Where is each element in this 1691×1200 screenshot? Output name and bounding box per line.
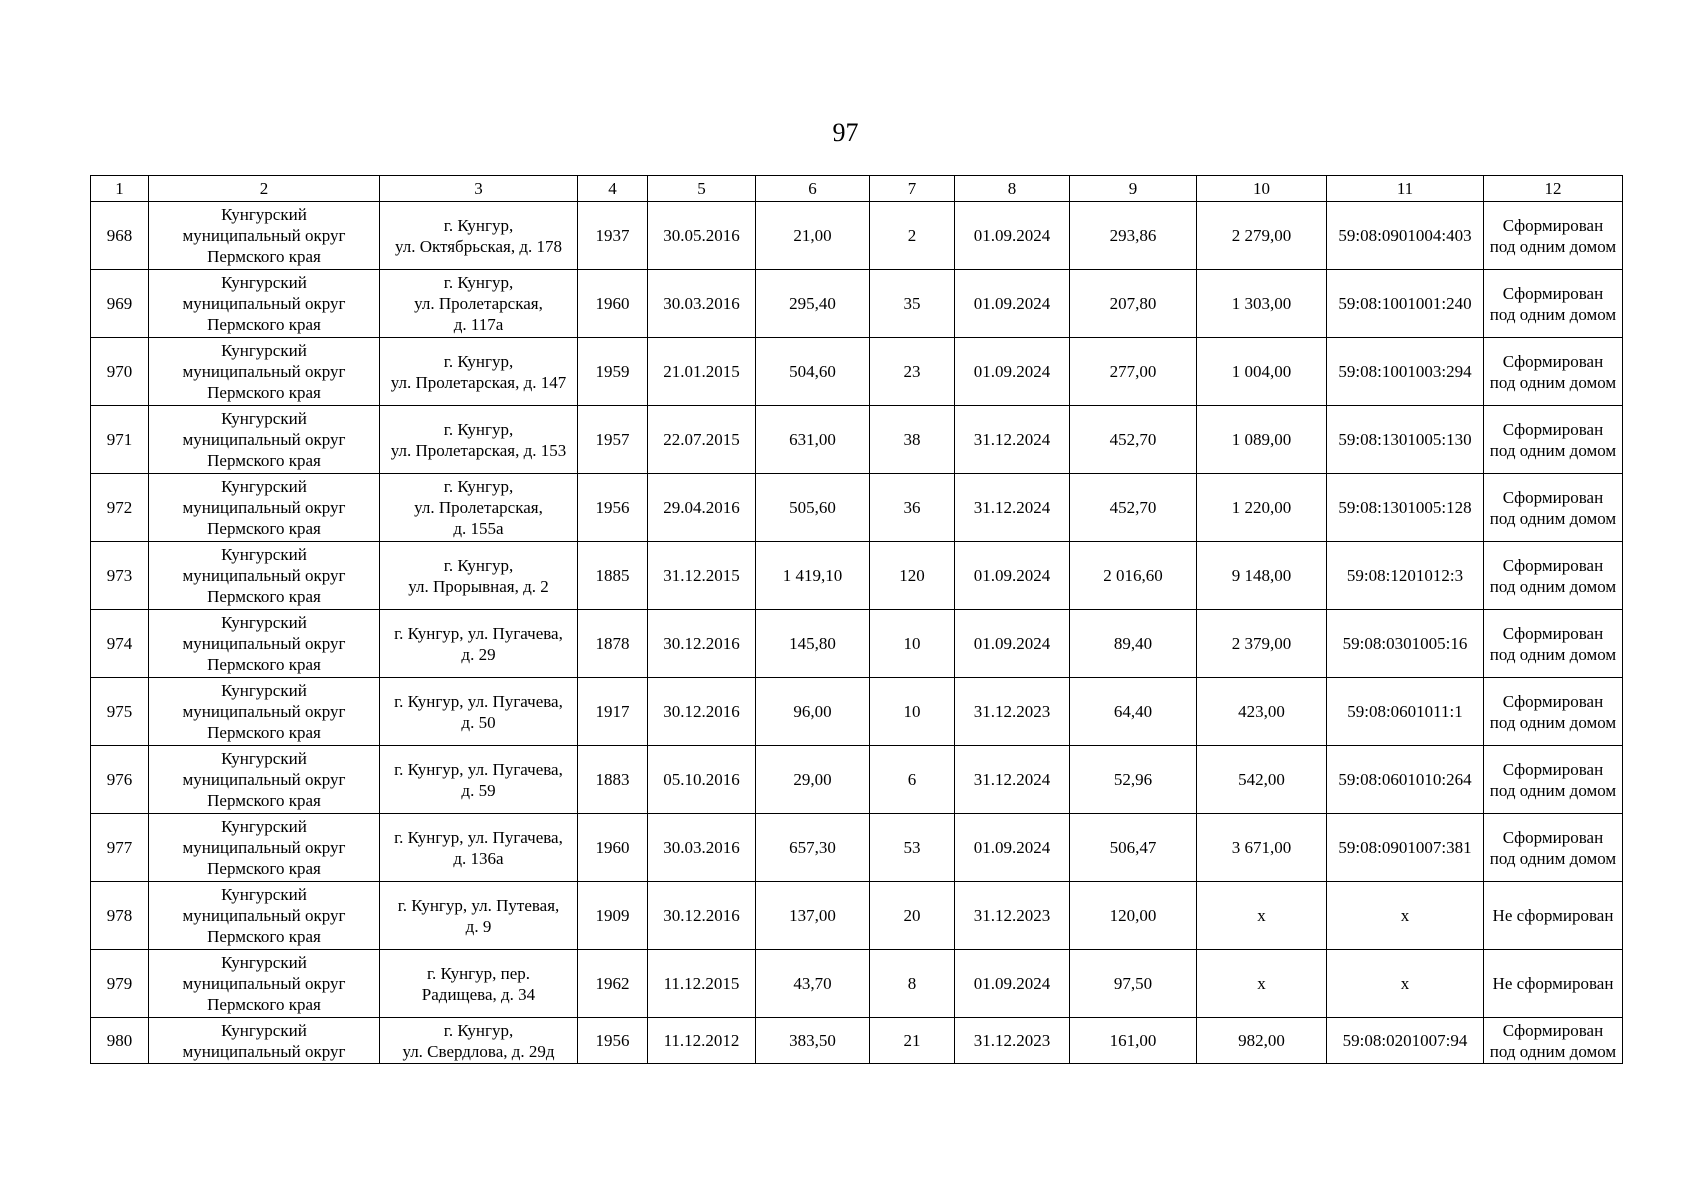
status-cell-line: Сформирован: [1502, 827, 1604, 847]
column-header: 7: [870, 176, 955, 202]
address-cell-line: г. Кунгур,: [443, 215, 514, 235]
row-number-cell: 975: [91, 678, 149, 746]
date-cell: 22.07.2015: [648, 406, 756, 474]
status-cell-line: под одним домом: [1489, 1041, 1617, 1061]
land-area-cell: 1 004,00: [1197, 338, 1327, 406]
district-cell-line: Пермского края: [207, 247, 321, 266]
address-cell-line: г. Кунгур,: [443, 351, 514, 371]
column-header: 2: [149, 176, 380, 202]
area2-cell: 2 016,60: [1070, 542, 1197, 610]
column-header: 4: [578, 176, 648, 202]
district-cell: [149, 202, 380, 270]
row-number-cell: 973: [91, 542, 149, 610]
status-cell: [1484, 746, 1623, 814]
district-cell-line: Пермского края: [207, 315, 321, 334]
status-cell: [1484, 542, 1623, 610]
status-cell-line: под одним домом: [1489, 848, 1617, 868]
status-cell-line: под одним домом: [1489, 508, 1617, 528]
address-cell: [380, 406, 578, 474]
column-header: 11: [1327, 176, 1484, 202]
address-cell-line: ул. Октябрьская, д. 178: [394, 236, 563, 256]
build-year-cell: 1956: [578, 1018, 648, 1064]
land-area-cell: 2 379,00: [1197, 610, 1327, 678]
district-cell-line: муниципальный округ: [182, 498, 346, 517]
address-cell: [380, 1018, 578, 1064]
address-cell-line: д. 50: [461, 712, 496, 732]
cadastral-number-cell: 59:08:0901004:403: [1327, 202, 1484, 270]
table-row: [91, 270, 1623, 338]
land-area-cell: х: [1197, 882, 1327, 950]
row-number-cell: 977: [91, 814, 149, 882]
district-cell: [149, 270, 380, 338]
date-cell: 30.12.2016: [648, 882, 756, 950]
district-cell-line: Кунгурский: [221, 817, 307, 836]
area-cell: 43,70: [756, 950, 870, 1018]
district-cell: [149, 474, 380, 542]
area2-cell: 207,80: [1070, 270, 1197, 338]
status-cell-line: под одним домом: [1489, 780, 1617, 800]
build-year-cell: 1885: [578, 542, 648, 610]
status-cell-line: под одним домом: [1489, 304, 1617, 324]
table-row: [91, 678, 1623, 746]
cadastral-number-cell: 59:08:1001001:240: [1327, 270, 1484, 338]
address-cell: [380, 270, 578, 338]
count-cell: 2: [870, 202, 955, 270]
district-cell-line: муниципальный округ: [182, 362, 346, 381]
deadline-cell: 01.09.2024: [955, 270, 1070, 338]
address-cell-line: д. 155а: [453, 519, 504, 538]
table-row: [91, 814, 1623, 882]
row-number-cell: 972: [91, 474, 149, 542]
land-area-cell: 542,00: [1197, 746, 1327, 814]
deadline-cell: 31.12.2023: [955, 1018, 1070, 1064]
build-year-cell: 1883: [578, 746, 648, 814]
address-cell: [380, 882, 578, 950]
district-cell-line: Пермского края: [207, 519, 321, 538]
district-cell: [149, 678, 380, 746]
address-cell: [380, 746, 578, 814]
row-number-cell: 970: [91, 338, 149, 406]
address-cell-line: ул. Пролетарская,: [414, 294, 543, 313]
cadastral-number-cell: х: [1327, 882, 1484, 950]
district-cell-line: Пермского края: [207, 927, 321, 946]
table-row: [91, 338, 1623, 406]
district-cell: [149, 338, 380, 406]
district-cell: [149, 610, 380, 678]
status-cell-line: под одним домом: [1489, 712, 1617, 732]
row-number-cell: 974: [91, 610, 149, 678]
district-cell-line: муниципальный округ: [182, 1041, 346, 1061]
address-cell: [380, 814, 578, 882]
district-cell-line: муниципальный округ: [182, 566, 346, 585]
deadline-cell: 01.09.2024: [955, 202, 1070, 270]
status-cell: [1484, 610, 1623, 678]
count-cell: 10: [870, 678, 955, 746]
deadline-cell: 31.12.2023: [955, 678, 1070, 746]
address-cell-line: г. Кунгур,: [443, 555, 514, 575]
status-cell: [1484, 338, 1623, 406]
table-row: [91, 950, 1623, 1018]
column-header: 9: [1070, 176, 1197, 202]
deadline-cell: 31.12.2024: [955, 406, 1070, 474]
date-cell: 30.03.2016: [648, 270, 756, 338]
address-cell-line: д. 9: [465, 916, 492, 936]
district-cell-line: Кунгурский: [221, 205, 307, 224]
status-cell-line: Сформирован: [1502, 487, 1604, 507]
build-year-cell: 1962: [578, 950, 648, 1018]
status-cell-line: Сформирован: [1502, 691, 1604, 711]
district-cell-line: Пермского края: [207, 655, 321, 674]
table-row: [91, 882, 1623, 950]
count-cell: 6: [870, 746, 955, 814]
district-cell-line: Пермского края: [207, 995, 321, 1014]
area-cell: 145,80: [756, 610, 870, 678]
address-cell-line: ул. Прорывная, д. 2: [408, 576, 549, 596]
district-cell-line: Кунгурский: [221, 613, 307, 632]
date-cell: 30.03.2016: [648, 814, 756, 882]
date-cell: 30.12.2016: [648, 678, 756, 746]
area-cell: 1 419,10: [756, 542, 870, 610]
district-cell-line: Пермского края: [207, 451, 321, 470]
count-cell: 53: [870, 814, 955, 882]
land-area-cell: 423,00: [1197, 678, 1327, 746]
area-cell: 96,00: [756, 678, 870, 746]
status-cell: [1484, 814, 1623, 882]
build-year-cell: 1937: [578, 202, 648, 270]
land-area-cell: х: [1197, 950, 1327, 1018]
row-number-cell: 979: [91, 950, 149, 1018]
row-number-cell: 980: [91, 1018, 149, 1064]
status-cell-line: Сформирован: [1502, 759, 1604, 779]
status-cell: [1484, 1018, 1623, 1064]
district-cell-line: муниципальный округ: [182, 906, 346, 925]
status-cell-line: Сформирован: [1502, 351, 1604, 371]
district-cell-line: муниципальный округ: [182, 702, 346, 721]
district-cell-line: Кунгурский: [221, 885, 307, 904]
district-cell-line: муниципальный округ: [182, 770, 346, 789]
district-cell: [149, 1018, 380, 1064]
cadastral-number-cell: 59:08:0301005:16: [1327, 610, 1484, 678]
date-cell: 31.12.2015: [648, 542, 756, 610]
status-cell: [1484, 882, 1623, 950]
status-cell-line: Сформирован: [1502, 623, 1604, 643]
status-cell-line: Сформирован: [1502, 283, 1604, 303]
district-cell: [149, 950, 380, 1018]
area2-cell: 120,00: [1070, 882, 1197, 950]
status-cell-line: Сформирован: [1502, 215, 1604, 235]
count-cell: 35: [870, 270, 955, 338]
deadline-cell: 31.12.2023: [955, 882, 1070, 950]
district-cell-line: муниципальный округ: [182, 430, 346, 449]
land-area-cell: 1 303,00: [1197, 270, 1327, 338]
district-cell-line: Пермского края: [207, 791, 321, 810]
district-cell-line: муниципальный округ: [182, 974, 346, 993]
area2-cell: 452,70: [1070, 406, 1197, 474]
district-cell-line: муниципальный округ: [182, 838, 346, 857]
table-body: [91, 202, 1623, 1064]
area-cell: 295,40: [756, 270, 870, 338]
count-cell: 23: [870, 338, 955, 406]
cadastral-number-cell: 59:08:0901007:381: [1327, 814, 1484, 882]
status-cell-line: Сформирован: [1502, 419, 1604, 439]
address-cell-line: г. Кунгур,: [443, 1020, 514, 1040]
area-cell: 505,60: [756, 474, 870, 542]
table-row: [91, 610, 1623, 678]
address-cell-line: г. Кунгур,: [443, 273, 514, 292]
column-number-row: [91, 176, 1623, 202]
district-cell: [149, 406, 380, 474]
row-number-cell: 978: [91, 882, 149, 950]
row-number-cell: 971: [91, 406, 149, 474]
build-year-cell: 1960: [578, 814, 648, 882]
status-cell: [1484, 202, 1623, 270]
address-cell-line: г. Кунгур,: [443, 419, 514, 439]
build-year-cell: 1909: [578, 882, 648, 950]
status-cell-line: под одним домом: [1489, 236, 1617, 256]
status-cell-line: Не сформирован: [1492, 906, 1614, 925]
address-cell: [380, 474, 578, 542]
address-cell: [380, 542, 578, 610]
table-row: [91, 746, 1623, 814]
count-cell: 10: [870, 610, 955, 678]
address-cell-line: г. Кунгур, ул. Пугачева,: [394, 827, 563, 847]
address-cell-line: г. Кунгур, пер.: [426, 963, 531, 983]
date-cell: 11.12.2015: [648, 950, 756, 1018]
cadastral-number-cell: 59:08:1301005:128: [1327, 474, 1484, 542]
district-cell-line: муниципальный округ: [182, 226, 346, 245]
table-row: [91, 202, 1623, 270]
land-area-cell: 982,00: [1197, 1018, 1327, 1064]
area-cell: 137,00: [756, 882, 870, 950]
status-cell-line: под одним домом: [1489, 440, 1617, 460]
status-cell-line: под одним домом: [1489, 576, 1617, 596]
area2-cell: 64,40: [1070, 678, 1197, 746]
area2-cell: 452,70: [1070, 474, 1197, 542]
address-cell-line: ул. Пролетарская, д. 153: [390, 440, 567, 460]
date-cell: 11.12.2012: [648, 1018, 756, 1064]
address-cell-line: д. 136а: [453, 848, 504, 868]
cadastral-number-cell: 59:08:1201012:3: [1327, 542, 1484, 610]
area-cell: 29,00: [756, 746, 870, 814]
district-cell-line: Кунгурский: [221, 409, 307, 428]
status-cell: [1484, 270, 1623, 338]
column-header: 5: [648, 176, 756, 202]
address-cell-line: ул. Пролетарская,: [414, 498, 543, 517]
land-area-cell: 1 220,00: [1197, 474, 1327, 542]
cadastral-number-cell: 59:08:1301005:130: [1327, 406, 1484, 474]
address-cell: [380, 678, 578, 746]
area-cell: 383,50: [756, 1018, 870, 1064]
address-cell-line: д. 117а: [453, 315, 504, 334]
row-number-cell: 976: [91, 746, 149, 814]
cadastral-number-cell: 59:08:1001003:294: [1327, 338, 1484, 406]
status-cell-line: под одним домом: [1489, 372, 1617, 392]
deadline-cell: 31.12.2024: [955, 474, 1070, 542]
column-header: 6: [756, 176, 870, 202]
district-cell-line: Пермского края: [207, 859, 321, 878]
area2-cell: 293,86: [1070, 202, 1197, 270]
district-cell: [149, 542, 380, 610]
cadastral-number-cell: 59:08:0601011:1: [1327, 678, 1484, 746]
district-cell-line: Кунгурский: [221, 681, 307, 700]
housing-register-table: [90, 175, 1623, 1064]
district-cell-line: Кунгурский: [221, 273, 307, 292]
status-cell: [1484, 474, 1623, 542]
district-cell-line: муниципальный округ: [182, 634, 346, 653]
count-cell: 38: [870, 406, 955, 474]
build-year-cell: 1960: [578, 270, 648, 338]
land-area-cell: 3 671,00: [1197, 814, 1327, 882]
district-cell-line: Кунгурский: [221, 1020, 307, 1040]
address-cell-line: ул. Свердлова, д. 29д: [402, 1041, 555, 1061]
area2-cell: 161,00: [1070, 1018, 1197, 1064]
column-header: 8: [955, 176, 1070, 202]
address-cell: [380, 338, 578, 406]
count-cell: 21: [870, 1018, 955, 1064]
build-year-cell: 1956: [578, 474, 648, 542]
build-year-cell: 1878: [578, 610, 648, 678]
address-cell-line: ул. Пролетарская, д. 147: [390, 372, 567, 392]
land-area-cell: 9 148,00: [1197, 542, 1327, 610]
status-cell-line: Не сформирован: [1492, 974, 1614, 993]
deadline-cell: 31.12.2024: [955, 746, 1070, 814]
district-cell-line: Кунгурский: [221, 749, 307, 768]
date-cell: 29.04.2016: [648, 474, 756, 542]
address-cell-line: д. 29: [461, 644, 496, 664]
cadastral-number-cell: 59:08:0201007:94: [1327, 1018, 1484, 1064]
district-cell-line: Пермского края: [207, 383, 321, 402]
status-cell: [1484, 678, 1623, 746]
build-year-cell: 1959: [578, 338, 648, 406]
build-year-cell: 1917: [578, 678, 648, 746]
count-cell: 8: [870, 950, 955, 1018]
district-cell-line: Пермского края: [207, 723, 321, 742]
area-cell: 631,00: [756, 406, 870, 474]
address-cell-line: г. Кунгур, ул. Пугачева,: [394, 691, 563, 711]
count-cell: 36: [870, 474, 955, 542]
address-cell-line: г. Кунгур, ул. Пугачева,: [394, 759, 563, 779]
row-number-cell: 968: [91, 202, 149, 270]
district-cell-line: Кунгурский: [221, 341, 307, 360]
date-cell: 30.05.2016: [648, 202, 756, 270]
district-cell: [149, 746, 380, 814]
district-cell-line: муниципальный округ: [182, 294, 346, 313]
area-cell: 21,00: [756, 202, 870, 270]
address-cell-line: г. Кунгур, ул. Пугачева,: [394, 623, 563, 643]
column-header: 1: [91, 176, 149, 202]
address-cell-line: г. Кунгур,: [443, 477, 514, 496]
district-cell-line: Кунгурский: [221, 545, 307, 564]
status-cell: [1484, 950, 1623, 1018]
status-cell-line: Сформирован: [1502, 555, 1604, 575]
status-cell-line: под одним домом: [1489, 644, 1617, 664]
table-row: [91, 1018, 1623, 1064]
district-cell: [149, 814, 380, 882]
page-number: 97: [832, 118, 859, 147]
area2-cell: 506,47: [1070, 814, 1197, 882]
area2-cell: 277,00: [1070, 338, 1197, 406]
table-row: [91, 542, 1623, 610]
district-cell-line: Пермского края: [207, 587, 321, 606]
district-cell: [149, 882, 380, 950]
deadline-cell: 01.09.2024: [955, 950, 1070, 1018]
table-row: [91, 406, 1623, 474]
status-cell-line: Сформирован: [1502, 1020, 1604, 1040]
cadastral-number-cell: х: [1327, 950, 1484, 1018]
area-cell: 657,30: [756, 814, 870, 882]
area2-cell: 52,96: [1070, 746, 1197, 814]
column-header: 3: [380, 176, 578, 202]
build-year-cell: 1957: [578, 406, 648, 474]
district-cell-line: Кунгурский: [221, 477, 307, 496]
date-cell: 05.10.2016: [648, 746, 756, 814]
count-cell: 20: [870, 882, 955, 950]
deadline-cell: 01.09.2024: [955, 542, 1070, 610]
deadline-cell: 01.09.2024: [955, 814, 1070, 882]
district-cell-line: Кунгурский: [221, 953, 307, 972]
status-cell: [1484, 406, 1623, 474]
address-cell-line: д. 59: [461, 780, 496, 800]
deadline-cell: 01.09.2024: [955, 338, 1070, 406]
address-cell: [380, 950, 578, 1018]
area2-cell: 89,40: [1070, 610, 1197, 678]
cadastral-number-cell: 59:08:0601010:264: [1327, 746, 1484, 814]
table-row: [91, 474, 1623, 542]
area2-cell: 97,50: [1070, 950, 1197, 1018]
date-cell: 21.01.2015: [648, 338, 756, 406]
column-header: 10: [1197, 176, 1327, 202]
land-area-cell: 1 089,00: [1197, 406, 1327, 474]
address-cell: [380, 202, 578, 270]
land-area-cell: 2 279,00: [1197, 202, 1327, 270]
row-number-cell: 969: [91, 270, 149, 338]
count-cell: 120: [870, 542, 955, 610]
address-cell: [380, 610, 578, 678]
column-header: 12: [1484, 176, 1623, 202]
date-cell: 30.12.2016: [648, 610, 756, 678]
address-cell-line: г. Кунгур, ул. Путевая,: [397, 895, 560, 915]
area-cell: 504,60: [756, 338, 870, 406]
address-cell-line: Радищева, д. 34: [421, 984, 536, 1004]
deadline-cell: 01.09.2024: [955, 610, 1070, 678]
